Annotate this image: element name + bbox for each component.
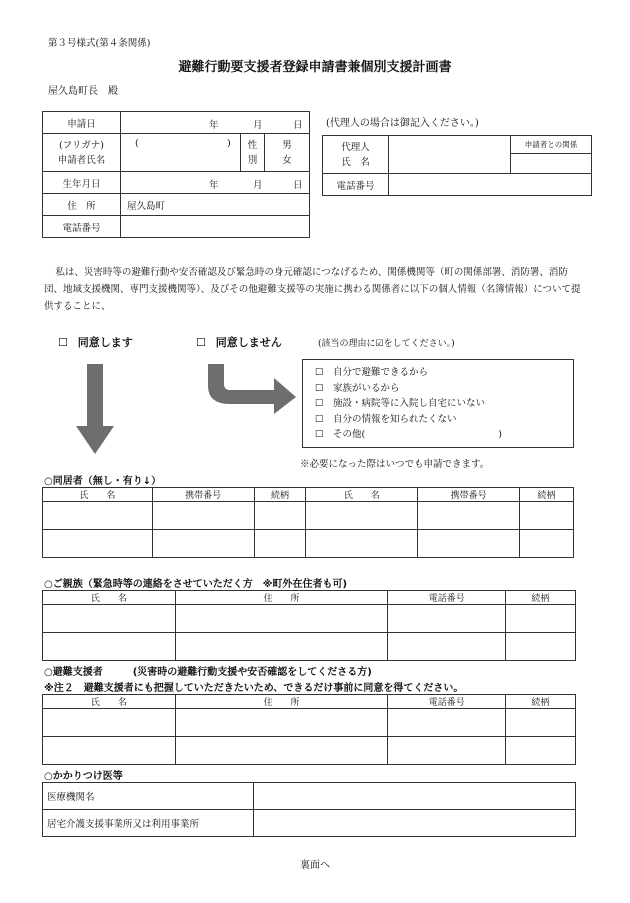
header-relation: 続柄: [520, 488, 574, 502]
female-option[interactable]: 女: [282, 154, 292, 166]
header-relation: 続柄: [254, 488, 306, 502]
relation-field[interactable]: [511, 154, 592, 174]
disagree-checkbox[interactable]: ☐: [196, 336, 206, 349]
table-row: [43, 737, 576, 765]
agent-name-field[interactable]: [389, 136, 511, 174]
agent-label-1: 代理人: [341, 141, 370, 153]
reapply-note: ※必要になった際はいつでも申請できます。: [300, 459, 490, 470]
doctor-table: [42, 782, 576, 837]
relative-relation-cell[interactable]: [506, 605, 576, 633]
reasons-list: [315, 365, 573, 443]
birth-label: 生年月日: [43, 172, 121, 194]
medical-field[interactable]: [254, 783, 576, 810]
supporters-note: ※注２ 避難支援者にも把握していただきたいため、できるだけ事前に同意を得てください。: [44, 683, 464, 694]
applicant-table: [42, 111, 310, 238]
date-label: 申請日: [43, 112, 121, 134]
cohab-phone-cell[interactable]: [418, 502, 520, 530]
cohab-name-cell[interactable]: [43, 530, 153, 558]
reason-item[interactable]: ☐ 家族がいるから: [315, 382, 400, 394]
supporter-relation-cell[interactable]: [506, 709, 576, 737]
medical-label: 医療機関名: [43, 783, 254, 810]
cohabitants-table: [42, 487, 574, 558]
table-row: [43, 530, 574, 558]
relative-phone-cell[interactable]: [388, 633, 506, 661]
cohab-phone-cell[interactable]: [152, 502, 254, 530]
address-label: 住 所: [43, 194, 121, 216]
bent-arrow-icon: [206, 364, 298, 414]
header-name: 氏 名: [43, 695, 176, 709]
reason-item[interactable]: ☐ その他( ): [315, 429, 502, 440]
header-name: 氏 名: [43, 488, 153, 502]
relatives-table: [42, 590, 576, 661]
table-row: [43, 605, 576, 633]
cohab-name-cell[interactable]: [43, 502, 153, 530]
relative-name-cell[interactable]: [43, 605, 176, 633]
header-address: 住 所: [175, 591, 388, 605]
header-address: 住 所: [175, 695, 388, 709]
down-arrow-icon: [76, 364, 114, 456]
care-label: 居宅介護支援事業所又は利用事業所: [43, 810, 254, 837]
year-label: 年: [209, 120, 219, 131]
proxy-note: (代理人の場合は御記入ください。): [326, 118, 479, 129]
proxy-table: [322, 135, 592, 196]
disagree-option[interactable]: [196, 334, 282, 350]
agree-checkbox[interactable]: ☐: [58, 336, 68, 349]
day-label: 日: [293, 120, 303, 131]
paren-close: ): [227, 138, 231, 149]
cohab-phone-cell[interactable]: [418, 530, 520, 558]
phone-field[interactable]: [121, 216, 310, 238]
name-labels: [43, 134, 121, 172]
relative-relation-cell[interactable]: [506, 633, 576, 661]
applicant-name-label: 申請者氏名: [57, 154, 106, 166]
agree-option[interactable]: [58, 334, 133, 350]
supporters-heading: ○避難支援者 (災害時の避難行動支援や安否確認をしてくださる方): [44, 667, 372, 678]
disagree-label: 同意しません: [215, 336, 282, 349]
header-name: 氏 名: [43, 591, 176, 605]
header-phone: 電話番号: [388, 695, 506, 709]
reason-note: (該当の理由に☑をしてください。): [318, 339, 455, 349]
page-title: 避難行動要支援者登録申請書兼個別支援計画書: [178, 60, 452, 75]
reason-item[interactable]: ☐ 自分の情報を知られたくない: [315, 413, 457, 425]
sex-label-2: 別: [247, 154, 258, 166]
birth-field[interactable]: [121, 172, 310, 194]
care-field[interactable]: [254, 810, 576, 837]
cohab-relation-cell[interactable]: [254, 502, 306, 530]
supporter-phone-cell[interactable]: [388, 709, 506, 737]
relation-label: 申請者との関係: [511, 136, 592, 154]
month-label: 月: [253, 120, 263, 131]
cohab-name-cell[interactable]: [306, 502, 418, 530]
supporter-phone-cell[interactable]: [388, 737, 506, 765]
sex-options[interactable]: [265, 134, 310, 172]
agree-label: 同意します: [77, 336, 133, 349]
supporter-name-cell[interactable]: [43, 737, 176, 765]
relative-phone-cell[interactable]: [388, 605, 506, 633]
proxy-phone-label: 電話番号: [323, 174, 389, 196]
applicant-name-field[interactable]: [121, 134, 241, 172]
address-field[interactable]: 屋久島町: [121, 194, 310, 216]
furigana-label: (フリガナ): [59, 139, 104, 151]
agent-label-2: 氏 名: [341, 156, 370, 168]
birth-day-label: 日: [293, 180, 303, 191]
sex-label-1: 性: [247, 139, 258, 151]
supporters-table: [42, 694, 576, 765]
agent-label: [323, 136, 389, 174]
relative-address-cell[interactable]: [175, 633, 388, 661]
form-number: 第３号様式(第４条関係): [48, 38, 151, 49]
cohab-relation-cell[interactable]: [520, 530, 574, 558]
header-relation: 続柄: [506, 591, 576, 605]
birth-month-label: 月: [253, 180, 263, 191]
cohabitants-heading: ○同居者（無し・有り↓）: [44, 476, 162, 487]
male-option[interactable]: 男: [282, 139, 292, 151]
cohab-relation-cell[interactable]: [520, 502, 574, 530]
relatives-heading: ○ご親族（緊急時等の連絡をさせていただく方 ※町外在住者も可): [44, 579, 348, 590]
relative-name-cell[interactable]: [43, 633, 176, 661]
reason-item[interactable]: ☐ 自分で避難できるから: [315, 367, 429, 378]
consent-paragraph: 私は、災害時等の避難行動や安否確認及び緊急時の身元確認につなげるため、関係機関等（町の関係部署、消防署、消防団、地域支援機関、専門支援機関等）、及びその他避難支援等の実施に携わる関係者に以下の個人情報（名簿情報）について提供することに、: [44, 267, 581, 312]
paren-open: (: [135, 138, 139, 149]
reasons-box: [302, 359, 574, 448]
sex-label: [241, 134, 265, 172]
cohab-relation-cell[interactable]: [254, 530, 306, 558]
table-row: [43, 502, 574, 530]
supporter-relation-cell[interactable]: [506, 737, 576, 765]
header-relation: 続柄: [506, 695, 576, 709]
footer-text: 裏面へ: [300, 860, 330, 871]
reason-item[interactable]: ☐ 施設・病院等に入院し自宅にいない: [315, 398, 486, 409]
header-name: 氏 名: [306, 488, 418, 502]
header-mobile: 携帯番号: [418, 488, 520, 502]
addressee: 屋久島町長 殿: [48, 86, 118, 97]
phone-label: 電話番号: [43, 216, 121, 238]
table-row: [43, 709, 576, 737]
date-field[interactable]: [121, 112, 310, 134]
table-row: [43, 633, 576, 661]
doctor-heading: ○かかりつけ医等: [44, 771, 123, 782]
cohab-phone-cell[interactable]: [152, 530, 254, 558]
supporter-address-cell[interactable]: [175, 737, 388, 765]
supporter-name-cell[interactable]: [43, 709, 176, 737]
proxy-phone-field[interactable]: [389, 174, 592, 196]
header-mobile: 携帯番号: [152, 488, 254, 502]
supporter-address-cell[interactable]: [175, 709, 388, 737]
header-phone: 電話番号: [388, 591, 506, 605]
relative-address-cell[interactable]: [175, 605, 388, 633]
birth-year-label: 年: [209, 180, 219, 191]
cohab-name-cell[interactable]: [306, 530, 418, 558]
